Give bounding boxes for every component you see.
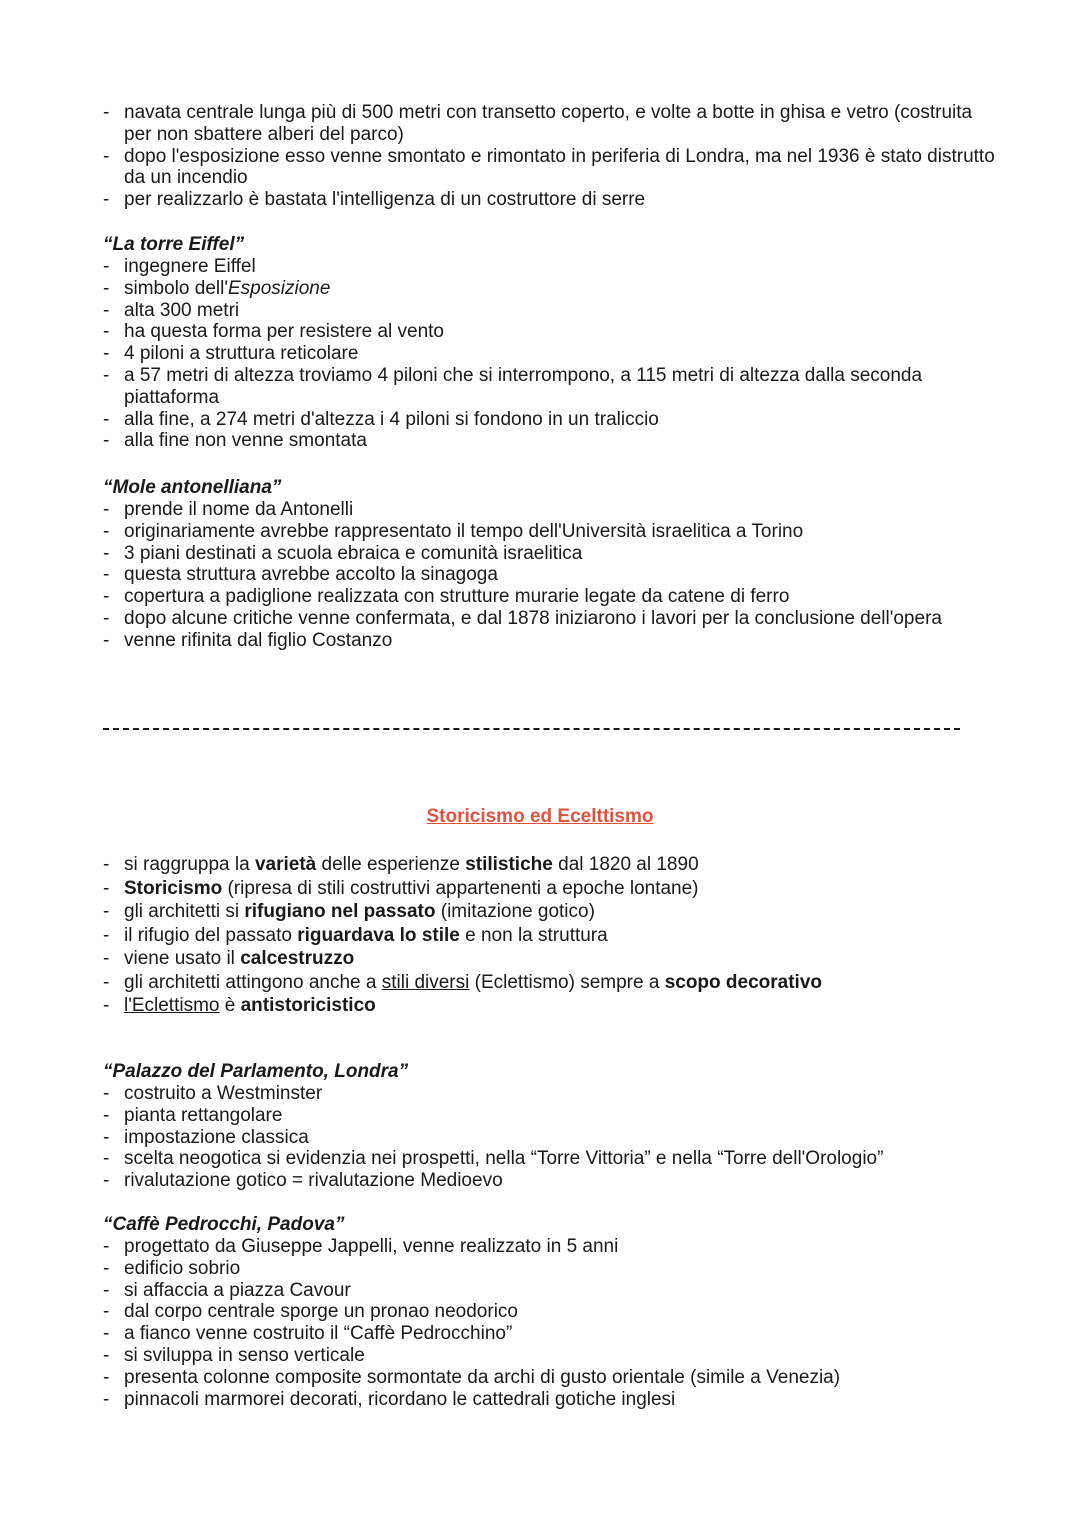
bold-text: Storicismo (124, 877, 223, 899)
list-item (103, 877, 1003, 901)
underlined-text: l'Eclettismo (124, 995, 220, 1016)
list-item: - dopo alcune critiche venne confermata, e dal 1878 iniziarono i lavori per la conclusione dell'opera (103, 608, 1003, 630)
list-item: - scelta neogotica si evidenzia nei prospetti, nella “Torre Vittoria” e nella “Torre dell'Orologio” (103, 1148, 1003, 1170)
storicismo-list (103, 853, 1003, 1018)
eiffel-heading: “La torre Eiffel” (103, 234, 245, 255)
eiffel-section (103, 234, 1003, 452)
mole-heading: “Mole antonelliana” (103, 477, 282, 498)
text: (ripresa di stili costruttivi appartenenti a epoche lontane) (222, 877, 699, 899)
pedrocchi-heading: “Caffè Pedrocchi, Padova” (103, 1214, 345, 1235)
list-item (103, 853, 1003, 877)
list-item: - progettato da Giuseppe Jappelli, venne realizzato in 5 anni (103, 1236, 1003, 1258)
list-item: - rivalutazione gotico = rivalutazione Medioevo (103, 1170, 1003, 1192)
list-item: - prende il nome da Antonelli (103, 499, 1003, 521)
list-item (103, 947, 1003, 971)
list-item: - copertura a padiglione realizzata con strutture murarie legate da catene di ferro (103, 586, 1003, 608)
list-item: - si affaccia a piazza Cavour (103, 1280, 1003, 1302)
section-title: Storicismo ed Ecelttismo (426, 806, 654, 827)
list-item: - impostazione classica (103, 1127, 1003, 1149)
parlamento-heading: “Palazzo del Parlamento, Londra” (103, 1061, 409, 1082)
list-item (103, 278, 1003, 300)
text: (imitazione gotico) (435, 901, 595, 922)
list-item: - si sviluppa in senso verticale (103, 1345, 1003, 1367)
parlamento-section (103, 1061, 1003, 1192)
mole-section (103, 477, 1003, 652)
bold-text: rifugiano nel passato (244, 901, 436, 922)
list-item: - venne rifinita dal figlio Costanzo (103, 630, 1003, 652)
list-item: - dopo l'esposizione esso venne smontato e rimontato in periferia di Londra, ma nel 1936 è stato distrutto da un incendio (103, 146, 1003, 190)
text: (Eclettismo) sempre a (469, 971, 665, 993)
emphasis-text: Esposizione (227, 277, 331, 299)
list-item: - alla fine, a 274 metri d'altezza i 4 piloni si fondono in un traliccio (103, 409, 1003, 431)
list-item: - 3 piani destinati a scuola ebraica e comunità israelitica (103, 543, 1003, 565)
bold-text: scopo decorativo (664, 971, 823, 993)
list-item: - alta 300 metri (103, 300, 1003, 322)
text: e non la struttura (459, 924, 608, 946)
list-item: - ingegnere Eiffel (103, 256, 1003, 278)
text: gli architetti attingono anche a (124, 971, 382, 993)
list-item: - originariamente avrebbe rappresentato il tempo dell'Università israelitica a Torino (103, 521, 1003, 543)
list-item: - a 57 metri di altezza troviamo 4 piloni che si interrompono, a 115 metri di altezza dalla seconda piattaforma (103, 365, 1003, 409)
list-item: - questa struttura avrebbe accolto la sinagoga (103, 564, 1003, 586)
list-item: - presenta colonne composite sormontate da archi di gusto orientale (simile a Venezia) (103, 1367, 1003, 1389)
crystal-palace-list (103, 102, 1003, 211)
bold-text: varietà (254, 854, 317, 875)
text: delle esperienze (316, 854, 466, 875)
bold-text: antistoricistico (240, 995, 376, 1016)
list-item (103, 900, 1003, 924)
bold-text: riguardava lo stile (297, 924, 460, 946)
text: viene usato il (124, 948, 241, 969)
list-item: - a fianco venne costruito il “Caffè Pedrocchino” (103, 1323, 1003, 1345)
text: il rifugio del passato (124, 924, 298, 946)
pedrocchi-section (103, 1214, 1003, 1410)
list-item: - dal corpo centrale sporge un pronao neodorico (103, 1301, 1003, 1323)
list-item (103, 971, 1003, 995)
list-item: - 4 piloni a struttura reticolare (103, 343, 1003, 365)
list-item: - pinnacoli marmorei decorati, ricordano le cattedrali gotiche inglesi (103, 1389, 1003, 1411)
bold-text: calcestruzzo (240, 948, 355, 969)
parlamento-list (103, 1083, 1003, 1192)
section-divider (103, 728, 960, 730)
list-item: - edificio sobrio (103, 1258, 1003, 1280)
list-item: - pianta rettangolare (103, 1105, 1003, 1127)
text: gli architetti si (124, 901, 245, 922)
crystal-palace-section (103, 102, 1003, 211)
list-item-text: simbolo dell' (124, 277, 228, 299)
text: dal 1820 al 1890 (552, 854, 699, 875)
list-item: - alla fine non venne smontata (103, 430, 1003, 452)
mole-list (103, 499, 1003, 652)
list-item: - ha questa forma per resistere al vento (103, 321, 1003, 343)
text: si raggruppa la (124, 854, 255, 875)
eiffel-list (103, 256, 1003, 452)
storicismo-section (103, 853, 1003, 1018)
list-item: - per realizzarlo è bastata l'intelligenza di un costruttore di serre (103, 189, 1003, 211)
bold-text: stilistiche (465, 854, 553, 875)
text: è (219, 995, 241, 1016)
list-item: - costruito a Westminster (103, 1083, 1003, 1105)
list-item (103, 994, 1003, 1018)
list-item (103, 924, 1003, 948)
underlined-text: stili diversi (381, 971, 470, 993)
list-item: - navata centrale lunga più di 500 metri con transetto coperto, e volte a botte in ghisa e vetro (costruita per non sbattere alberi del parco) (103, 102, 1003, 146)
pedrocchi-list (103, 1236, 1003, 1410)
